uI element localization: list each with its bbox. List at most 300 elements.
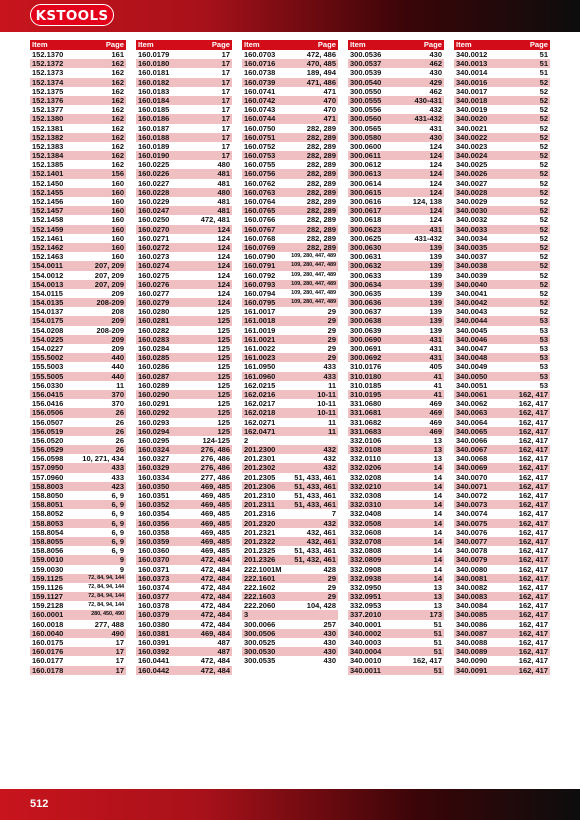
table-row — [242, 234, 338, 243]
page-reference: 162, 417 — [518, 647, 548, 657]
page-reference: 162, 417 — [518, 463, 548, 473]
page-reference: 124 — [429, 215, 442, 225]
table-row — [30, 610, 126, 619]
item-number: 201.2300 — [244, 445, 276, 455]
page-reference: 431-432 — [414, 233, 442, 243]
page-reference: 432 — [323, 463, 336, 473]
page-reference: 124-125 — [202, 435, 230, 445]
item-number: 340.0090 — [456, 656, 488, 666]
item-number: 160.0181 — [138, 68, 170, 78]
item-number: 332.0308 — [350, 491, 382, 500]
item-number: 156.0520 — [32, 435, 64, 445]
page-reference: 282, 289 — [306, 224, 336, 234]
page-reference: 125 — [217, 399, 230, 409]
table-row — [30, 537, 126, 546]
page-reference: 7 — [331, 509, 336, 519]
table-row — [136, 583, 232, 592]
page-reference: 162 — [111, 105, 124, 115]
table-row — [30, 298, 126, 307]
page-reference: 139 — [429, 298, 442, 308]
page-reference: 162, 417 — [518, 518, 548, 528]
table-row — [30, 335, 126, 344]
item-number: 160.0380 — [138, 619, 170, 629]
item-number: 331.0680 — [350, 399, 382, 409]
item-number: 300.0612 — [350, 160, 382, 170]
table-row — [454, 206, 550, 215]
page-reference: 162 — [111, 151, 124, 161]
table-row — [30, 59, 126, 68]
item-number: 160.0227 — [138, 178, 170, 188]
page-reference: 124 — [217, 261, 230, 271]
page-reference: 280, 450, 490 — [91, 611, 124, 618]
page-reference: 52 — [539, 197, 548, 206]
item-number: 340.0051 — [456, 380, 488, 390]
page-reference: 160 — [111, 224, 124, 234]
item-number: 310.0195 — [350, 389, 382, 399]
page-reference: 51 — [433, 619, 442, 629]
item-number: 340.0026 — [456, 169, 488, 179]
page-reference: 432 — [323, 454, 336, 464]
item-number: 162.0215 — [244, 380, 276, 390]
table-row — [30, 96, 126, 105]
item-number: 160.0792 — [244, 270, 276, 280]
item-number: 340.0033 — [456, 224, 488, 234]
item-number: 340.0072 — [456, 491, 488, 500]
item-number: 300.0615 — [350, 187, 382, 197]
table-row — [454, 179, 550, 188]
column-header — [348, 40, 444, 50]
item-number: 160.0327 — [138, 454, 170, 464]
index-column — [348, 40, 444, 675]
item-header: Item — [32, 40, 48, 49]
item-number: 340.0068 — [456, 454, 488, 464]
page-reference: 430-431 — [414, 95, 442, 105]
page-reference: 162 — [111, 68, 124, 78]
item-number: 332.0408 — [350, 509, 382, 519]
page-reference: 52 — [539, 86, 548, 96]
item-number: 300.0623 — [350, 224, 382, 234]
page-reference: 282, 289 — [306, 215, 336, 225]
page-reference: 109, 280, 447, 489 — [291, 271, 336, 278]
item-number: 158.8050 — [32, 491, 64, 500]
page-reference: 52 — [539, 123, 548, 133]
item-number: 300.0066 — [244, 619, 276, 629]
table-row — [136, 537, 232, 546]
table-row — [454, 473, 550, 482]
item-number: 160.0187 — [138, 123, 170, 133]
table-row — [348, 261, 444, 270]
item-number: 160.0378 — [138, 601, 170, 611]
table-row — [30, 638, 126, 647]
table-row — [454, 197, 550, 206]
table-row — [242, 225, 338, 234]
table-row — [454, 362, 550, 371]
table-row — [454, 307, 550, 316]
page-reference: 13 — [433, 592, 442, 602]
item-number: 340.0043 — [456, 307, 488, 317]
table-row — [348, 408, 444, 417]
item-header: Item — [138, 40, 154, 49]
page-reference: 160 — [111, 252, 124, 262]
table-row — [242, 482, 338, 491]
page-reference: 13 — [433, 445, 442, 455]
table-row — [136, 565, 232, 574]
footer-bar — [0, 789, 580, 820]
table-row — [30, 353, 126, 362]
page-reference: 162, 417 — [518, 454, 548, 464]
table-row — [30, 280, 126, 289]
page-reference: 162, 417 — [518, 555, 548, 565]
table-row — [242, 546, 338, 555]
item-number: 332.0206 — [350, 463, 382, 473]
page-reference: 433 — [323, 362, 336, 372]
item-number: 3 — [244, 610, 249, 620]
item-number: 300.0556 — [350, 105, 382, 115]
page-reference: 469, 485 — [200, 546, 230, 556]
page-reference: 462 — [429, 86, 442, 96]
table-row — [348, 463, 444, 472]
page-reference: 433 — [111, 463, 124, 473]
item-number: 160.0295 — [138, 435, 170, 445]
table-row — [348, 610, 444, 619]
item-number: 155.5003 — [32, 362, 64, 372]
item-number: 340.0084 — [456, 601, 488, 611]
page-reference: 17 — [221, 123, 230, 133]
item-number: 310.0185 — [350, 380, 382, 390]
table-row — [348, 381, 444, 390]
table-row — [454, 87, 550, 96]
item-number: 331.0683 — [350, 426, 382, 436]
table-row — [242, 87, 338, 96]
table-row — [348, 473, 444, 482]
table-row — [30, 87, 126, 96]
table-row — [348, 454, 444, 463]
item-number: 154.0137 — [32, 307, 64, 317]
page-reference: 160 — [111, 242, 124, 252]
table-row — [30, 68, 126, 77]
table-row — [242, 261, 338, 270]
item-number: 160.0290 — [138, 389, 170, 399]
table-row — [348, 169, 444, 178]
table-row — [30, 546, 126, 555]
item-number: 161.0018 — [244, 316, 276, 326]
page-reference: 72, 84, 94, 144 — [88, 593, 124, 600]
item-number: 300.0540 — [350, 77, 382, 87]
page-reference: 472, 484 — [200, 582, 230, 592]
table-row — [348, 225, 444, 234]
table-row — [136, 454, 232, 463]
page-reference: 17 — [115, 656, 124, 666]
item-number: 160.0769 — [244, 242, 276, 252]
table-row — [136, 280, 232, 289]
item-number: 152.1382 — [32, 132, 64, 142]
item-number: 300.0634 — [350, 279, 382, 289]
page-reference: 14 — [433, 536, 442, 546]
table-row — [30, 583, 126, 592]
table-row — [30, 307, 126, 316]
item-number: 152.1462 — [32, 242, 64, 252]
table-row — [454, 647, 550, 656]
item-number: 160.0285 — [138, 353, 170, 363]
page-reference: 160 — [111, 206, 124, 216]
page-reference: 11 — [328, 426, 336, 436]
item-number: 160.0289 — [138, 380, 170, 390]
table-row — [136, 298, 232, 307]
item-number: 340.0034 — [456, 233, 488, 243]
table-row — [30, 105, 126, 114]
table-row — [242, 638, 338, 647]
page-reference: 162, 417 — [518, 665, 548, 675]
item-number: 160.0377 — [138, 592, 170, 602]
item-number: 159.1126 — [32, 582, 63, 592]
table-row — [30, 160, 126, 169]
table-row — [242, 105, 338, 114]
page-reference: 162, 417 — [518, 592, 548, 602]
table-row — [242, 647, 338, 656]
page-reference: 13 — [433, 435, 442, 445]
table-row — [454, 151, 550, 160]
table-row — [242, 574, 338, 583]
item-number: 340.0076 — [456, 527, 488, 537]
item-number: 160.0292 — [138, 408, 170, 418]
table-row — [454, 280, 550, 289]
item-number: 156.0415 — [32, 389, 64, 399]
table-row — [242, 445, 338, 454]
item-number: 160.0391 — [138, 638, 170, 647]
table-row — [242, 565, 338, 574]
page-reference: 282, 289 — [306, 151, 336, 161]
page-reference: 17 — [221, 114, 230, 124]
item-number: 160.0751 — [244, 132, 276, 142]
page-reference: 162, 417 — [518, 509, 548, 519]
item-number: 160.0274 — [138, 261, 170, 271]
table-row — [454, 555, 550, 564]
table-row — [348, 87, 444, 96]
item-number: 160.0354 — [138, 509, 170, 519]
table-row — [136, 610, 232, 619]
page-reference: 9 — [119, 555, 124, 565]
page-reference: 257 — [323, 619, 336, 629]
item-number: 160.0226 — [138, 169, 170, 179]
item-number: 201.2302 — [244, 463, 276, 473]
page-reference: 277, 486 — [200, 472, 230, 482]
table-row — [136, 647, 232, 656]
page-reference: 52 — [539, 242, 548, 252]
item-number: 160.0250 — [138, 215, 170, 225]
item-number: 340.0089 — [456, 647, 488, 657]
item-number: 160.0351 — [138, 491, 170, 500]
item-number: 340.0004 — [350, 647, 382, 657]
page-reference: 162, 417 — [518, 527, 548, 537]
page-reference: 51, 433, 461 — [294, 491, 336, 500]
page-reference: 276, 486 — [200, 463, 230, 473]
brand-logo: KSTOOLS — [30, 4, 114, 26]
page-reference: 160 — [111, 233, 124, 243]
page-reference: 124, 138 — [412, 197, 442, 206]
item-number: 332.0950 — [350, 582, 382, 592]
page-reference: 52 — [539, 307, 548, 317]
page-reference: 423 — [111, 481, 124, 491]
table-row — [242, 151, 338, 160]
page-reference: 432, 461 — [306, 536, 336, 546]
table-row — [454, 574, 550, 583]
item-number: 160.0744 — [244, 114, 276, 124]
table-row — [242, 179, 338, 188]
item-number: 300.0537 — [350, 59, 382, 69]
page-reference: 432, 461 — [306, 527, 336, 537]
item-number: 340.0087 — [456, 628, 488, 638]
item-number: 340.0066 — [456, 435, 488, 445]
item-number: 300.0613 — [350, 169, 382, 179]
table-row — [30, 482, 126, 491]
page-reference: 162, 417 — [518, 399, 548, 409]
page-reference: 10-11 — [317, 399, 336, 409]
table-row — [242, 629, 338, 638]
item-number: 160.0360 — [138, 546, 170, 556]
table-row — [348, 666, 444, 675]
item-number: 300.0639 — [350, 325, 382, 335]
item-number: 160.0350 — [138, 481, 170, 491]
page-reference: 72, 84, 94, 144 — [88, 583, 124, 590]
item-number: 160.0716 — [244, 59, 276, 69]
table-row — [136, 50, 232, 59]
page-reference: 52 — [539, 132, 548, 142]
page-reference: 124 — [217, 233, 230, 243]
table-row — [454, 629, 550, 638]
table-row — [242, 344, 338, 353]
page-reference: 52 — [539, 105, 548, 115]
table-row — [242, 114, 338, 123]
table-row — [242, 188, 338, 197]
table-row — [242, 473, 338, 482]
item-number: 160.0185 — [138, 105, 170, 115]
table-row — [136, 528, 232, 537]
page-reference: 29 — [327, 325, 336, 335]
item-number: 300.0550 — [350, 86, 382, 96]
page-reference: 162, 417 — [518, 628, 548, 638]
item-number: 201.2326 — [244, 555, 276, 565]
item-number: 152.1385 — [32, 160, 64, 170]
table-row — [348, 59, 444, 68]
page-reference: 17 — [221, 77, 230, 87]
table-row — [454, 656, 550, 665]
item-number: 160.0750 — [244, 123, 276, 133]
table-row — [348, 620, 444, 629]
item-number: 332.0908 — [350, 564, 382, 574]
page-reference: 207, 209 — [94, 270, 124, 280]
page-reference: 51, 433, 461 — [294, 481, 336, 491]
page-reference: 162, 417 — [518, 564, 548, 574]
item-number: 331.0681 — [350, 408, 382, 418]
table-row — [242, 96, 338, 105]
item-header: Item — [350, 40, 366, 49]
page-reference: 109, 280, 447, 489 — [291, 299, 336, 306]
page-reference: 282, 289 — [306, 197, 336, 206]
item-number: 162.0271 — [244, 417, 276, 427]
table-row — [30, 666, 126, 675]
item-number: 160.0293 — [138, 417, 170, 427]
page-reference: 26 — [115, 417, 124, 427]
page-reference: 162, 417 — [518, 435, 548, 445]
table-row — [348, 197, 444, 206]
page-reference: 429 — [429, 77, 442, 87]
item-number: 340.0013 — [456, 59, 488, 69]
table-row — [348, 482, 444, 491]
item-number: 160.0284 — [138, 344, 170, 353]
page-reference: 431 — [429, 344, 442, 353]
page-header: Page — [529, 40, 548, 49]
item-number: 158.8056 — [32, 546, 64, 556]
item-number: 340.0001 — [350, 619, 382, 629]
table-row — [136, 96, 232, 105]
table-row — [348, 105, 444, 114]
table-row — [242, 537, 338, 546]
item-number: 300.0630 — [350, 242, 382, 252]
table-row — [30, 574, 126, 583]
table-row — [348, 142, 444, 151]
item-number: 160.0189 — [138, 141, 170, 151]
item-number: 161.0021 — [244, 334, 276, 344]
page-reference: 51 — [433, 638, 442, 647]
page-reference: 480 — [217, 187, 230, 197]
item-number: 340.0041 — [456, 288, 488, 298]
item-number: 300.0625 — [350, 233, 382, 243]
item-number: 160.0381 — [138, 628, 170, 638]
table-row — [136, 344, 232, 353]
item-number: 340.0049 — [456, 362, 488, 372]
table-row — [454, 78, 550, 87]
page-reference: 173 — [429, 610, 442, 620]
page-reference: 430 — [323, 656, 336, 666]
page-reference: 6, 9 — [111, 527, 124, 537]
item-number: 340.0011 — [350, 665, 381, 675]
page-reference: 52 — [539, 151, 548, 161]
table-row — [242, 353, 338, 362]
page-reference: 462 — [429, 59, 442, 69]
table-row — [348, 151, 444, 160]
page-reference: 72, 84, 94, 144 — [88, 574, 124, 581]
item-number: 332.0310 — [350, 500, 382, 510]
page-reference: 52 — [539, 206, 548, 216]
page-reference: 432 — [323, 518, 336, 528]
item-number: 160.0272 — [138, 242, 170, 252]
item-number: 160.0273 — [138, 252, 170, 262]
table-row — [242, 124, 338, 133]
item-number: 300.0635 — [350, 288, 382, 298]
item-number: 201.2322 — [244, 536, 276, 546]
page-reference: 41 — [433, 380, 442, 390]
item-number: 2 — [244, 435, 249, 445]
page-reference: 124 — [217, 270, 230, 280]
table-row — [242, 142, 338, 151]
page-reference: 17 — [115, 665, 124, 675]
item-number: 340.0047 — [456, 344, 488, 353]
page-reference: 207, 209 — [94, 261, 124, 271]
table-row — [348, 96, 444, 105]
page-reference: 162 — [111, 86, 124, 96]
item-number: 160.0791 — [244, 261, 276, 271]
page-reference: 469, 484 — [200, 628, 230, 638]
page-reference: 430 — [429, 132, 442, 142]
table-row — [242, 169, 338, 178]
page-reference: 469, 485 — [200, 491, 230, 500]
page-reference: 162 — [111, 160, 124, 170]
item-number: 160.0765 — [244, 206, 276, 216]
table-row — [242, 298, 338, 307]
item-number: 160.0177 — [32, 656, 64, 666]
table-row — [30, 225, 126, 234]
item-number: 222.2060 — [244, 601, 276, 611]
